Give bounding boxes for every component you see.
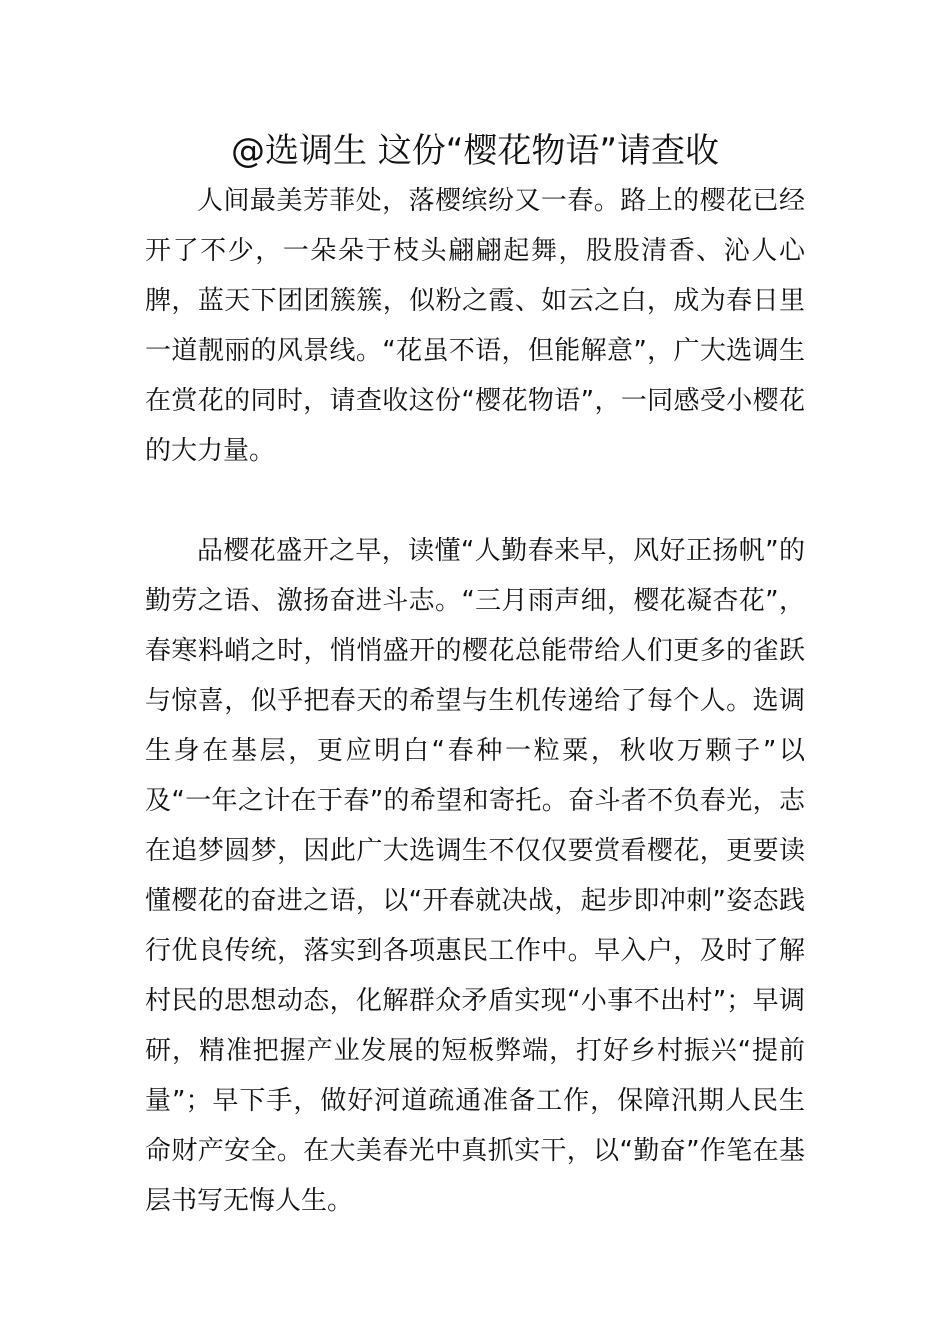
paragraph-intro: 人间最美芳菲处，落樱缤纷又一春。路上的樱花已经开了不少，一朵朵于枝头翩翩起舞，股股清香、沁人心脾，蓝天下团团簇簇，似粉之霞、如云之白，成为春日里一道靓丽的风景线。“花虽不语，但能解意”，广大选调生在赏花的同时，请查收这份“樱花物语”，一同感受小樱花的大力量。 [145, 186, 805, 466]
paragraph-body: 品樱花盛开之早，读懂“人勤春来早，风好正扬帆”的勤劳之语、激扬奋进斗志。“三月雨声细，樱花凝杏花”，春寒料峭之时，悄悄盛开的樱花总能带给人们更多的雀跃与惊喜，似乎把春天的希望与生机传递给了每个人。选调生身在基层，更应明白“春种一粒粟，秋收万颗子”以及“一年之计在于春”的希望和寄托。奋斗者不负春光，志在追梦圆梦，因此广大选调生不仅仅要赏看樱花，更要读懂樱花的奋进之语，以“开春就决战，起步即冲刺”姿态践行优良传统，落实到各项惠民工作中。早入户，及时了解村民的思想动态，化解群众矛盾实现“小事不出村”；早调研，精准把握产业发展的短板弊端，打好乡村振兴“提前量”；早下手，做好河道疏通准备工作，保障汛期人民生命财产安全。在大美春光中真抓实干，以“勤奋”作笔在基层书写无悔人生。 [145, 536, 805, 1216]
document-title: @选调生 这份“樱花物语”请查收 [230, 131, 720, 171]
